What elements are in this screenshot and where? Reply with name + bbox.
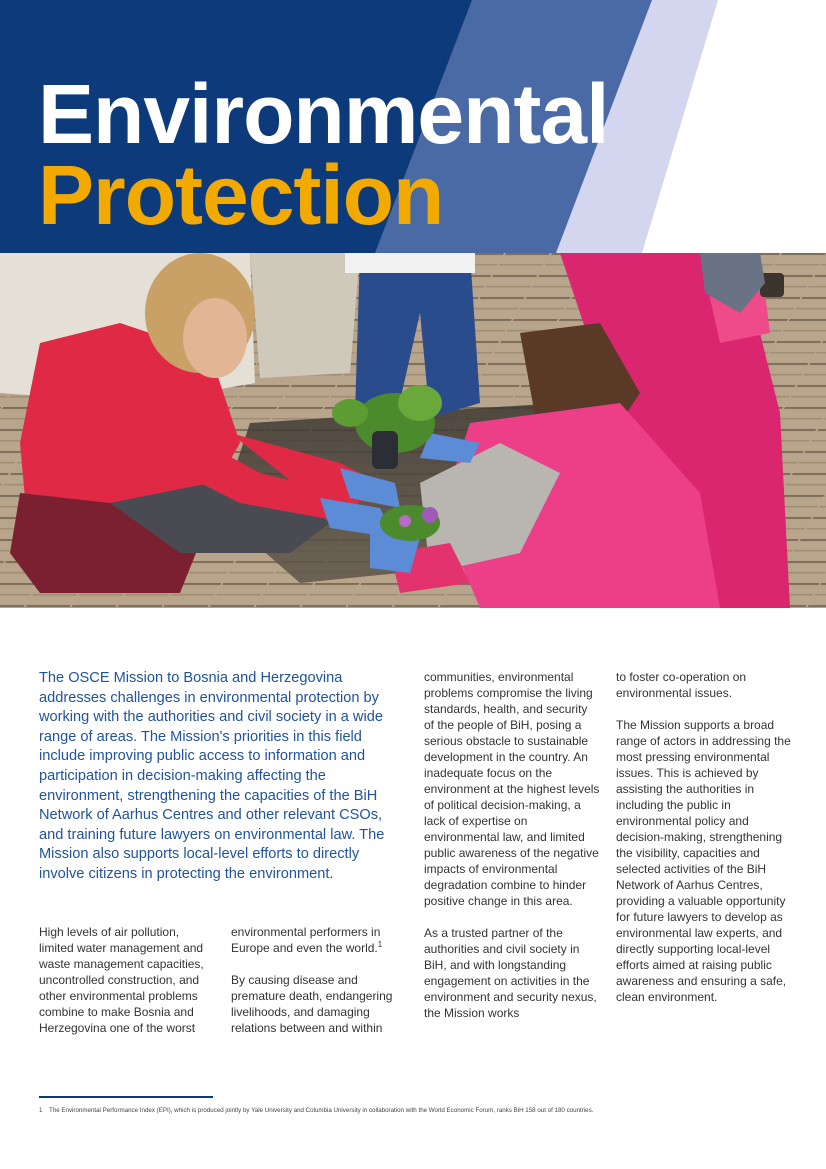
body-paragraph: to foster co-operation on environmental issues. (616, 670, 747, 700)
header-banner (0, 0, 826, 253)
body-text: environmental performers in Europe and even the world. (231, 925, 381, 955)
body-column-3 (424, 669, 600, 1037)
intro-paragraph: The OSCE Mission to Bosnia and Herzegovina addresses challenges in environmental protection by working with the authorities and civil society in a wide range of areas. The Mission's priorities in this field include improving public access to information and participation in decision-making affecting the environment, strengthening the capacities of the BiH Network of Aarhus Centres and other relevant CSOs, and training future lawyers on environmental law. The Mission also supports local-level efforts to directly involve citizens in protecting the environment. (39, 670, 385, 882)
body-paragraph: As a trusted partner of the authorities and civil society in BiH, and with longstanding engagement on activities in the environment and security nexus, the Mission works (424, 926, 597, 1020)
footnote-text: The Environmental Performance Index (EPI), which is produced jointly by Yale University and Columbia University in collaboration with the World Economic Forum, ranks BiH 158 out of 180 countries. (49, 1107, 594, 1114)
photo-illustration (0, 253, 826, 608)
footnote-divider (39, 1096, 213, 1098)
page-title-line-1: Environmental (38, 67, 609, 161)
body-paragraph: High levels of air pollution, limited water management and waste management capacities, uncontrolled construction, and other environmental problems combine to make Bosnia and Herzegovina one of the worst (39, 925, 204, 1035)
photo-volunteers-planting (0, 253, 826, 608)
footnote-number: 1 (39, 1107, 43, 1114)
body-column-2 (231, 924, 401, 1052)
body-column-1 (39, 924, 215, 1052)
body-paragraph (231, 924, 401, 956)
footnote-reference[interactable]: 1 (377, 940, 383, 949)
body-paragraph: The Mission supports a broad range of actors in addressing the most pressing environmental issues. This is achieved by assisting the authorities in including the public in environmental policy and decision-making, strengthening the visibility, capacities and selected activities of the BiH Network of Aarhus Centres, providing a valuable opportunity for future lawyers to develop as environmental law experts, and directly supporting local-level efforts aimed at raising public awareness and ensuring a safe, clean environment. (616, 718, 791, 1004)
body-column-4 (616, 669, 792, 1021)
body-paragraph: By causing disease and premature death, endangering livelihoods, and damaging relations between and within (231, 973, 393, 1035)
body-paragraph: communities, environmental problems compromise the living standards, health, and security of the people of BiH, posing a serious obstacle to sustainable development in the country. An inadequate focus on the environment at the highest levels of political decision-making, a lack of expertise on environmental law, and limited public awareness of the negative impacts of environmental degradation combine to hinder positive change in this area. (424, 670, 600, 908)
page-title-line-2: Protection (38, 148, 444, 242)
footnote (39, 1106, 799, 1115)
